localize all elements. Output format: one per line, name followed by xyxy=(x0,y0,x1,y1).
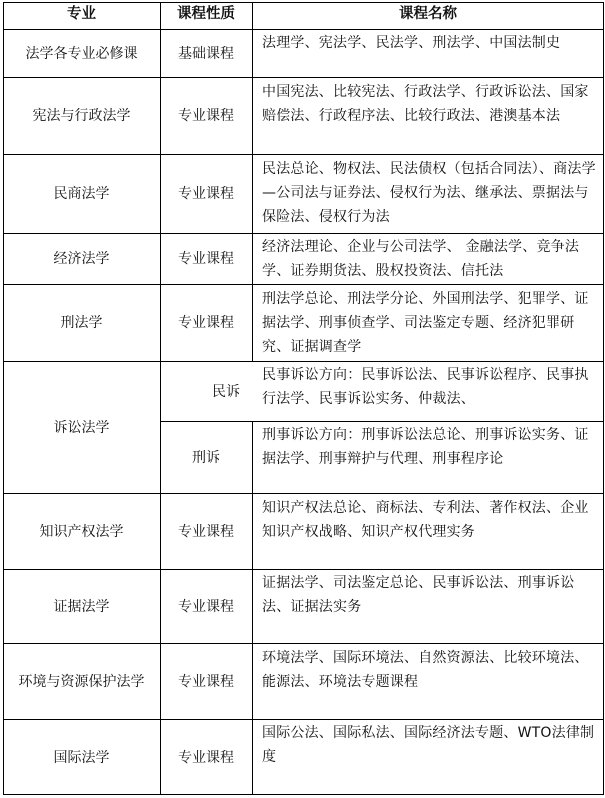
major-cell: 刑法学 xyxy=(60,315,103,331)
major-cell: 环境与资源保护法学 xyxy=(18,673,145,690)
course-names-cell: 经济法理论、企业与公司法学、 金融法学、竞争法学、证券期货法、股权投资法、信托法 xyxy=(262,239,580,279)
course-names-cell: 刑事诉讼方向：刑事诉讼法总论、刑事诉讼实务、证据法学、刑事辩护与代理、刑事程序论 xyxy=(262,427,589,467)
major-cell: 经济法学 xyxy=(53,251,110,267)
course-type-cell: 专业课程 xyxy=(178,673,234,690)
course-names-cell: 环境法学、国际环境法、自然资源法、比较环境法、能源法、环境法专题课程 xyxy=(262,650,589,690)
course-type-cell: 专业课程 xyxy=(178,251,234,267)
course-type-cell: 民诉 xyxy=(212,383,240,400)
header-course-type: 课程性质 xyxy=(177,6,235,22)
course-type-cell: 专业课程 xyxy=(178,315,234,331)
course-type-cell: 刑诉 xyxy=(192,449,220,466)
course-type-cell: 基础课程 xyxy=(178,45,234,62)
major-cell: 诉讼法学 xyxy=(53,419,110,436)
course-type-cell: 专业课程 xyxy=(178,598,234,615)
major-cell: 宪法与行政法学 xyxy=(32,108,131,124)
course-names-cell: 民事诉讼方向：民事诉讼法、民事诉讼程序、民事执行法学、民事诉讼实务、仲裁法、 xyxy=(262,367,589,407)
course-names-cell: 中国宪法、比较宪法、行政法学、行政诉讼法、国家赔偿法、行政程序法、比较行政法、港澳基本法 xyxy=(262,84,589,124)
table-rule xyxy=(252,421,253,795)
course-type-cell: 专业课程 xyxy=(178,523,234,540)
course-names-cell: 刑法学总论、刑法学分论、外国刑法学、犯罪学、证据法学、刑事侦查学、司法鉴定专题、经济犯罪研究、证据调查学 xyxy=(262,291,589,355)
course-type-cell: 专业课程 xyxy=(178,186,234,202)
major-cell: 民商法学 xyxy=(53,186,110,202)
table-rule xyxy=(252,2,253,362)
course-names-cell: 法理学、宪法学、民法学、刑法学、中国法制史 xyxy=(262,35,561,51)
course-names-cell: 知识产权法总论、商标法、专利法、著作权法、企业知识产权战略、知识产权代理实务 xyxy=(262,500,589,540)
course-names-cell: 民法总论、物权法、民法债权（包括合同法）、商法学—公司法与证券法、侵权行为法、继承法、票据法与保险法、侵权行为法 xyxy=(262,161,596,225)
header-major: 专业 xyxy=(67,6,96,22)
course-names-cell: 国际公法、国际私法、国际经济法专题、WTO法律制度 xyxy=(262,725,595,765)
major-cell: 知识产权法学 xyxy=(39,523,124,540)
major-cell: 国际法学 xyxy=(53,749,110,766)
course-names-cell: 证据法学、司法鉴定总论、民事诉讼法、刑事诉讼法、证据法实务 xyxy=(262,575,575,615)
course-type-cell: 专业课程 xyxy=(178,108,234,124)
course-type-cell: 专业课程 xyxy=(178,749,234,766)
header-course-names: 课程名称 xyxy=(399,6,457,22)
major-cell: 证据法学 xyxy=(53,598,110,615)
major-cell: 法学各专业必修课 xyxy=(25,45,138,62)
